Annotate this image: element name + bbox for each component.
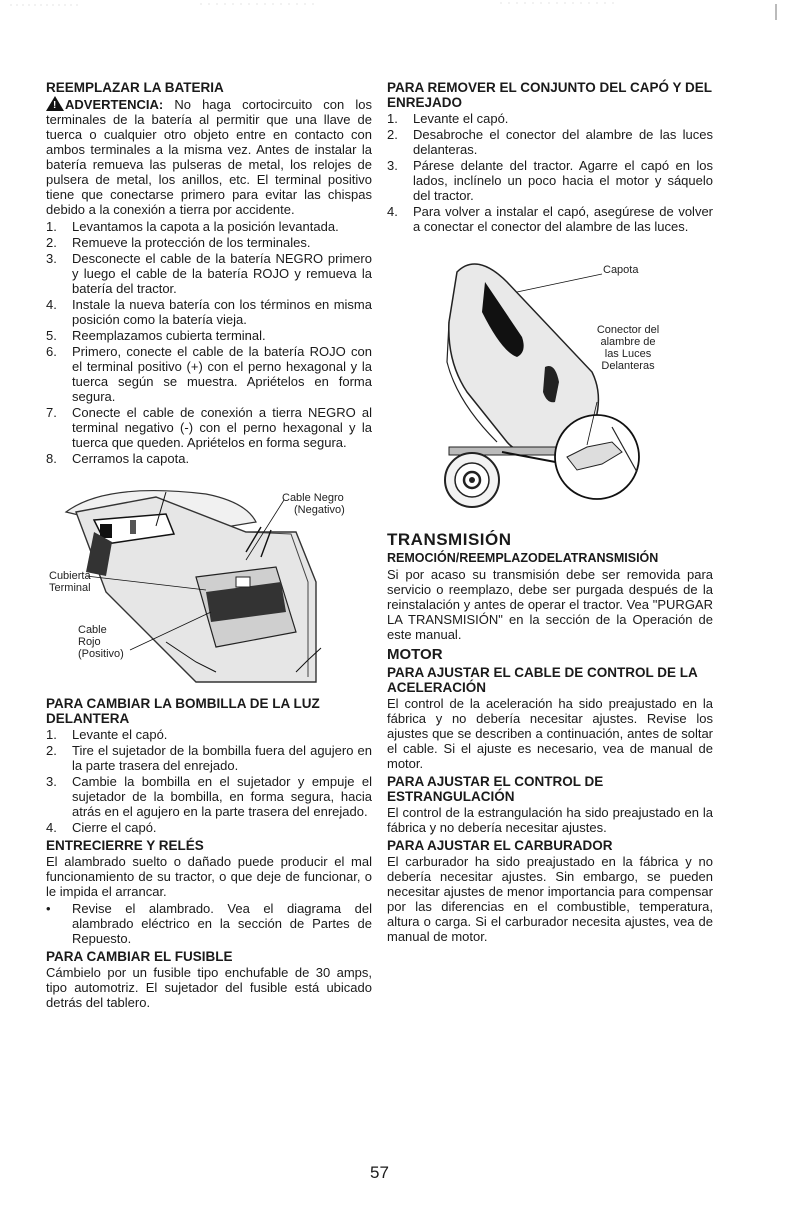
label-connector-4: Delanteras	[601, 360, 655, 372]
list-item: 1. Levantamos la capota a la posición levantada.	[46, 219, 339, 234]
fuse-title: PARA CAMBIAR EL FUSIBLE	[46, 949, 233, 964]
list-item: 2. Remueve la protección de los terminales.	[46, 235, 311, 250]
wiring-title: ENTRECIERRE Y RELÉS	[46, 838, 204, 853]
list-item: 4. Instale la nueva batería con los términos en misma posición como la batería vieja.	[46, 297, 372, 327]
label-hood: Capota	[603, 264, 639, 276]
list-item: 1. Levante el capó.	[387, 111, 509, 126]
list-item: 2. Tire el sujetador de la bombilla fuera del agujero en la parte trasera del enrejado.	[46, 743, 372, 773]
label-connector-2: alambre de	[600, 336, 656, 348]
page-number: 57	[370, 1163, 389, 1182]
fuse-text: Cámbielo por un fusible tipo enchufable de 30 amps, tipo automotriz. El sujetador del fusible está ubicado detrás del tablero.	[46, 965, 372, 1010]
list-item: 6. Primero, conecte el cable de la batería ROJO con el terminal positivo (+) con el perno hexagonal y la tuerca según se muestra. Apriételos en forma segura.	[46, 344, 372, 404]
hood-illustration	[387, 242, 713, 522]
list-item: 5. Reemplazamos cubierta terminal.	[46, 328, 266, 343]
list-item: 3. Párese delante del tractor. Agarre el capó en los lados, inclínelo un poco hacia el motor y sáquelo del tractor.	[387, 158, 713, 203]
list-item: 2. Desabroche el conector del alambre de las luces delanteras.	[387, 127, 713, 157]
battery-warning	[46, 96, 372, 217]
throttle-title: PARA AJUSTAR EL CABLE DE CONTROL DE LA ACELERACIÓN	[387, 665, 698, 695]
right-column	[387, 80, 713, 946]
list-item: 4. Para volver a instalar el capó, asegúrese de volver a conectar el conector del alambre de las luces.	[387, 204, 713, 234]
carb-title: PARA AJUSTAR EL CARBURADOR	[387, 838, 613, 853]
battery-figure	[46, 472, 372, 694]
left-column	[46, 80, 372, 1012]
label-black-cable-2: (Negativo)	[294, 504, 345, 516]
hood-title: PARA REMOVER EL CONJUNTO DEL CAPÓ Y DEL ENREJADO	[387, 80, 712, 110]
list-item: 3. Cambie la bombilla en el sujetador y empuje el sujetador de la bombilla, en forma segura, hacia atrás en el agujero en la parte trasera del enrejado.	[46, 774, 372, 819]
battery-steps	[46, 219, 372, 466]
list-item: 8. Cerramos la capota.	[46, 451, 190, 466]
choke-text: El control de la estrangulación ha sido preajustado en la fábrica y no debería necesitar ajustes.	[387, 805, 713, 835]
list-item: • Revise el alambrado. Vea el diagrama del alambrado eléctrico en la sección de Partes de Repuesto.	[46, 901, 372, 946]
warning-text: No haga cortocircuito con los terminales de la batería al permitir que una llave de tuerca o cualquier otro objeto entre en contacto con ambos terminales a la misma vez. Antes de instalar la batería remueva las pulseras de metal, los relojes de pulsera de metal, los anillos, etc. El terminal positivo tiene que conectarse primero para evitar las chispas debido a la conexión a tierra por accidente.	[46, 97, 372, 217]
scan-marks	[0, 0, 790, 30]
transmission-subtitle: REMOCIÓN/REEMPLAZODELATRANSMISIÓN	[387, 551, 659, 565]
label-red-cable: Cable	[78, 624, 107, 636]
label-red-cable-2: Rojo	[78, 636, 101, 648]
hood-steps	[387, 111, 713, 234]
warning-icon	[46, 96, 64, 111]
label-red-cable-3: (Positivo)	[78, 648, 124, 660]
label-black-cable: Cable Negro	[282, 492, 344, 504]
carb-text: El carburador ha sido preajustado en la fábrica y no debería necesitar ajustes. Sin embargo, se pueden necesitar ajustes de menor importancia para compensar por las diferencias en el combustible, temperatura, altura o carga. Si el carburador necesita ajustes, vea de manual de motor.	[387, 854, 713, 944]
label-cover: Cubierta	[49, 570, 91, 582]
list-item: 1. Levante el capó.	[46, 727, 168, 742]
choke-title: PARA AJUSTAR EL CONTROL DE ESTRANGULACIÓN	[387, 774, 604, 804]
throttle-text: El control de la aceleración ha sido preajustado en la fábrica y no debería necesitar ajustes. Revise los ajustes que se describen a continuación, antes de soltar el cable. Si el ajuste es necesario, vea de manual de motor.	[387, 696, 713, 771]
label-connector-3: las Luces	[604, 348, 652, 360]
label-cover-2: Terminal	[49, 582, 91, 594]
transmission-text: Si por acaso su transmisión debe ser removida para servicio o reemplazo, debe ser purgada después de la reinstalación y antes de operar el tractor. Vea "PURGAR LA TRANSMISIÓN" en la sección de la Operación de este manual.	[387, 567, 713, 642]
list-item: 7. Conecte el cable de conexión a tierra NEGRO al terminal negativo (-) con el perno hexagonal y la tuerca que queden. Apriételos en forma segura.	[46, 405, 372, 450]
motor-title: MOTOR	[387, 646, 443, 663]
wiring-bullets	[46, 901, 372, 946]
list-item: 4. Cierre el capó.	[46, 820, 157, 835]
bulb-title: PARA CAMBIAR LA BOMBILLA DE LA LUZ DELANTERA	[46, 696, 320, 726]
list-item: 3. Desconecte el cable de la batería NEGRO primero y luego el cable de la batería ROJO y remueva la batería del tractor.	[46, 251, 372, 296]
transmission-title: TRANSMISIÓN	[387, 530, 512, 549]
bulb-steps	[46, 727, 372, 835]
warning-label: ADVERTENCIA:	[65, 97, 164, 112]
hood-figure	[387, 242, 713, 522]
label-connector-1: Conector del	[596, 324, 660, 336]
battery-title: REEMPLAZAR LA BATERIA	[46, 80, 224, 95]
wiring-text: El alambrado suelto o dañado puede producir el mal funcionamiento de su tractor, o que deje de funcionar, o le impida el arrancar.	[46, 854, 372, 899]
